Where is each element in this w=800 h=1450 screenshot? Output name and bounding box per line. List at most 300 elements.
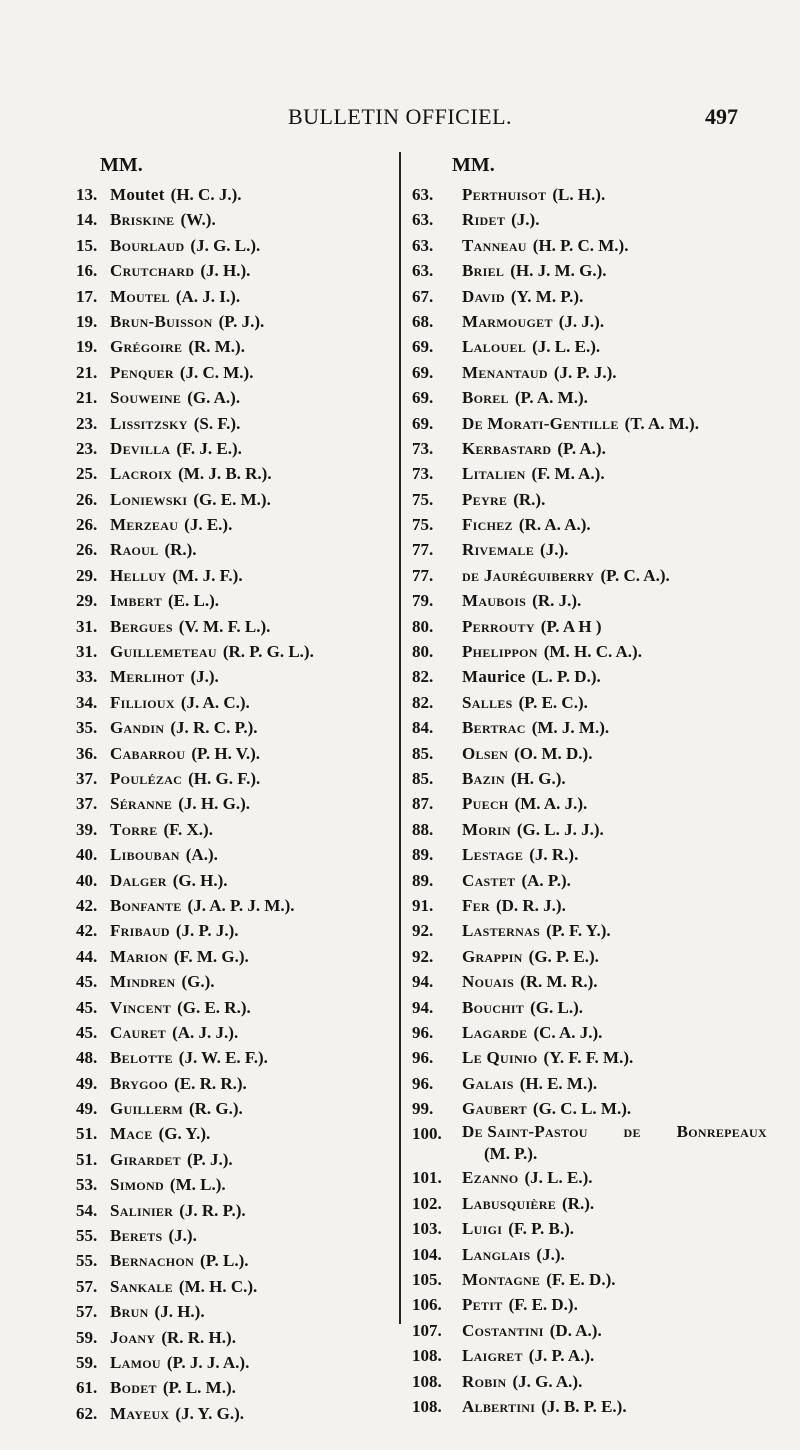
list-item (412, 1292, 772, 1317)
rank-number: 85. (412, 743, 434, 763)
surname: Berets (110, 1226, 163, 1246)
initials: (J. L. E.). (532, 337, 601, 357)
rank-number: 55. (76, 1226, 98, 1246)
list-item (412, 385, 772, 410)
surname: David (462, 286, 505, 306)
initials: (J. A. C.). (180, 692, 250, 712)
rank-number: 25. (76, 464, 98, 484)
surname: Olsen (462, 743, 509, 763)
surname: Grappin (462, 946, 523, 966)
surname: Belotte (110, 1048, 173, 1068)
initials: (F. M. A.). (531, 464, 605, 484)
list-item (76, 360, 391, 385)
rank-number: 104. (412, 1244, 442, 1264)
surname: Langlais (462, 1244, 531, 1264)
list-item (76, 842, 391, 867)
initials: (M. J. F.). (172, 565, 243, 585)
rank-number: 99. (412, 1099, 434, 1119)
initials: (R. M.). (188, 337, 245, 357)
rank-number: 82. (412, 667, 434, 687)
list-item (76, 385, 391, 410)
rank-number: 92. (412, 921, 434, 941)
surname: Maurice (462, 667, 526, 687)
initials: (T. A. M.). (624, 413, 699, 433)
list-item (76, 487, 391, 512)
surname: Perthuisot (462, 185, 547, 204)
list-item (412, 1318, 772, 1343)
surname: Mayeux (110, 1403, 170, 1423)
surname: Grégoire (110, 337, 183, 357)
list-item (76, 664, 391, 689)
initials: (F. E. D.). (508, 1295, 578, 1315)
initials: (F. M. G.). (173, 946, 249, 966)
initials: (M. L.). (169, 1175, 226, 1195)
list-item (412, 918, 772, 943)
list-item (412, 1394, 772, 1419)
list-item (412, 614, 772, 639)
rank-number: 29. (76, 565, 98, 585)
initials: (J. P. A.). (528, 1346, 595, 1366)
list-item (76, 639, 391, 664)
rank-number: 106. (412, 1295, 442, 1315)
list-item (412, 1267, 772, 1292)
initials: (P. H. V.). (191, 743, 261, 763)
list-item (412, 588, 772, 613)
rank-number: 51. (76, 1149, 98, 1169)
rank-number: 80. (412, 642, 434, 662)
initials: (J. R.). (529, 845, 579, 865)
surname: Crutchard (110, 261, 195, 281)
rank-number: 103. (412, 1219, 442, 1239)
surname: Lestage (462, 845, 524, 865)
surname: Albertini (462, 1396, 536, 1416)
surname: Montagne (462, 1270, 541, 1290)
list-item (412, 563, 772, 588)
rank-number: 17. (76, 286, 98, 306)
list-item (412, 1071, 772, 1096)
initials: (H. G.). (510, 768, 566, 788)
surname: Bodet (110, 1378, 157, 1398)
surname: De Morati-Gentille (462, 413, 619, 433)
rank-number: 100. (412, 1124, 442, 1144)
surname: Fillioux (110, 692, 175, 712)
list-item (412, 893, 772, 918)
list-item (76, 182, 391, 207)
rank-number: 54. (76, 1200, 98, 1220)
surname: Menantaud (462, 362, 548, 382)
name-list (412, 182, 772, 1419)
rank-number: 79. (412, 591, 434, 611)
rank-number: 33. (76, 667, 98, 687)
list-item (76, 1147, 391, 1172)
rank-number: 96. (412, 1022, 434, 1042)
rank-number: 31. (76, 642, 98, 662)
initials: (A. P.). (521, 870, 571, 890)
rank-number: 21. (76, 362, 98, 382)
initials: (F. P. B.). (508, 1219, 574, 1239)
rank-number: 75. (412, 515, 434, 535)
initials: (L. P. D.). (531, 667, 601, 687)
list-item (412, 1096, 772, 1121)
list-item (76, 1350, 391, 1375)
rank-number: 40. (76, 845, 98, 865)
list-item (412, 1165, 772, 1190)
surname: Lissitzsky (110, 413, 188, 433)
surname: Brun (110, 1302, 149, 1322)
surname: Brun-Buisson (110, 311, 213, 331)
right-column (412, 148, 772, 1419)
initials: (O. M. D.). (514, 743, 593, 763)
rank-number: 63. (412, 210, 434, 230)
initials: (A.). (185, 845, 218, 865)
surname: Gandin (110, 718, 165, 738)
initials: (P. C. A.). (600, 565, 670, 585)
rank-number: 94. (412, 997, 434, 1017)
surname: Cauret (110, 1022, 167, 1042)
surname: Borel (462, 388, 509, 408)
rank-number: 59. (76, 1352, 98, 1372)
surname: Guillerm (110, 1099, 183, 1119)
list-item (76, 1401, 391, 1426)
surname: de Jauréguiberry (462, 565, 595, 585)
initials: (R.). (513, 489, 546, 509)
surname: Brygoo (110, 1073, 169, 1093)
list-item (412, 1020, 772, 1045)
initials: (E. R. R.). (174, 1073, 247, 1093)
name-list (76, 182, 391, 1426)
surname: Raoul (110, 540, 159, 560)
rank-number: 68. (412, 311, 434, 331)
rank-number: 45. (76, 972, 98, 992)
initials: (E. L.). (168, 591, 219, 611)
list-item (412, 411, 772, 436)
surname: Bergues (110, 616, 173, 636)
list-item (412, 995, 772, 1020)
surname: Girardet (110, 1149, 181, 1169)
rank-number: 102. (412, 1193, 442, 1213)
surname: Nouais (462, 972, 515, 992)
rank-number: 63. (412, 261, 434, 281)
surname: Lasternas (462, 921, 541, 941)
list-item (412, 690, 772, 715)
surname: Fribaud (110, 921, 170, 941)
list-item (412, 309, 772, 334)
list-item (76, 944, 391, 969)
surname: Lalouel (462, 337, 527, 357)
rank-number: 61. (76, 1378, 98, 1398)
initials: (J. Y. G.). (175, 1403, 245, 1423)
rank-number: 44. (76, 946, 98, 966)
list-item (76, 411, 391, 436)
list-item (412, 766, 772, 791)
rank-number: 35. (76, 718, 98, 738)
list-item (76, 1172, 391, 1197)
list-item (412, 715, 772, 740)
rank-number: 96. (412, 1048, 434, 1068)
rank-number: 69. (412, 388, 434, 408)
surname: Salles (462, 692, 513, 712)
initials: (P. L.). (200, 1251, 249, 1271)
surname: Tanneau (462, 235, 527, 255)
rank-number: 36. (76, 743, 98, 763)
list-item (76, 1299, 391, 1324)
initials: (R. J.). (532, 591, 582, 611)
initials: (M. H. C. A.). (543, 642, 642, 662)
list-item (76, 817, 391, 842)
list-item (412, 1045, 772, 1070)
list-item (412, 817, 772, 842)
initials: (P. A.). (557, 438, 606, 458)
rank-number: 14. (76, 210, 98, 230)
surname: Moutet (110, 185, 165, 204)
initials: (G. L. J. J.). (516, 819, 604, 839)
surname-part: De Saint-Pastou (462, 1122, 588, 1142)
list-item (412, 791, 772, 816)
surname: Marmouget (462, 311, 553, 331)
surname: Puech (462, 794, 509, 814)
initials: (A. J. J.). (172, 1022, 239, 1042)
surname: Peyre (462, 489, 508, 509)
surname-part: de (623, 1122, 641, 1142)
surname: Libouban (110, 845, 180, 865)
list-item (412, 258, 772, 283)
list-item (76, 233, 391, 258)
surname: Moutel (110, 286, 170, 306)
initials: (P. L. M.). (162, 1378, 236, 1398)
initials: (P. A H ) (540, 616, 602, 636)
initials: (J. R. P.). (179, 1200, 246, 1220)
list-item (76, 258, 391, 283)
surname: Galais (462, 1073, 514, 1093)
initials: (J. L. E.). (524, 1168, 593, 1188)
surname: Joany (110, 1327, 156, 1347)
surname: Merzeau (110, 515, 179, 535)
list-item (76, 461, 391, 486)
list-item (412, 868, 772, 893)
initials: (R. G.). (188, 1099, 243, 1119)
initials: (H. C. J.). (170, 185, 242, 204)
surname: Merlihot (110, 667, 185, 687)
rank-number: 13. (76, 185, 98, 204)
surname: Castet (462, 870, 516, 890)
rank-number: 92. (412, 946, 434, 966)
rank-number: 45. (76, 1022, 98, 1042)
rank-number: 105. (412, 1270, 442, 1290)
initials: (H. J. M. G.). (510, 261, 607, 281)
list-item (412, 284, 772, 309)
initials: (J. A. P. J. M.). (187, 895, 295, 915)
rank-number: 45. (76, 997, 98, 1017)
rank-number: 73. (412, 438, 434, 458)
rank-number: 26. (76, 515, 98, 535)
column-heading: MM. (452, 154, 495, 176)
initials: (R.). (164, 540, 197, 560)
rank-number: 107. (412, 1320, 442, 1340)
surname: Mindren (110, 972, 176, 992)
list-item (76, 918, 391, 943)
list-item (76, 741, 391, 766)
surname: Simond (110, 1175, 164, 1195)
list-item (412, 1369, 772, 1394)
list-item (76, 1223, 391, 1248)
initials: (P. A. M.). (514, 388, 588, 408)
initials: (M. A. J.). (514, 794, 588, 814)
initials: (P. E. C.). (518, 692, 588, 712)
list-item (76, 690, 391, 715)
initials: (G. E. M.). (193, 489, 271, 509)
initials: (P. J.). (186, 1149, 233, 1169)
rank-number: 69. (412, 337, 434, 357)
rank-number: 37. (76, 794, 98, 814)
rank-number: 37. (76, 768, 98, 788)
list-item (76, 284, 391, 309)
list-item (76, 207, 391, 232)
surname: Costantini (462, 1320, 544, 1340)
list-item (412, 1216, 772, 1241)
list-item (76, 563, 391, 588)
rank-number: 57. (76, 1302, 98, 1322)
surname-part: Bonrepeaux (676, 1122, 767, 1142)
list-item (412, 741, 772, 766)
list-item (412, 1121, 772, 1165)
surname: Vincent (110, 997, 172, 1017)
rank-number: 89. (412, 845, 434, 865)
surname: Sankale (110, 1276, 173, 1296)
initials: (J. C. M.). (179, 362, 254, 382)
initials: (J. H.). (154, 1302, 205, 1322)
surname: Robin (462, 1371, 507, 1391)
surname: Bazin (462, 768, 505, 788)
list-item (412, 360, 772, 385)
rank-number: 108. (412, 1371, 442, 1391)
surname: Petit (462, 1295, 503, 1315)
surname: Lamou (110, 1352, 161, 1372)
initials: (R. P. G. L.). (222, 642, 314, 662)
rank-number: 73. (412, 464, 434, 484)
initials: (Y. F. F. M.). (543, 1048, 634, 1068)
list-item (76, 1325, 391, 1350)
rank-number: 91. (412, 895, 434, 915)
surname: Lacroix (110, 464, 173, 484)
surname: Rivemale (462, 540, 535, 560)
surname: Labusquière (462, 1193, 556, 1213)
surname: Cabarrou (110, 743, 186, 763)
initials: (G.). (181, 972, 215, 992)
initials: (H. P. C. M.). (532, 235, 629, 255)
rank-number: 29. (76, 591, 98, 611)
list-item (76, 715, 391, 740)
surname: Séranne (110, 794, 173, 814)
surname: Morin (462, 819, 511, 839)
surname: Bertrac (462, 718, 526, 738)
surname: Marion (110, 946, 168, 966)
list-item (76, 995, 391, 1020)
surname: Dalger (110, 870, 167, 890)
rank-number: 87. (412, 794, 434, 814)
rank-number: 34. (76, 692, 98, 712)
initials: (G. A.). (187, 388, 241, 408)
name-line-1 (462, 1121, 767, 1143)
rank-number: 55. (76, 1251, 98, 1271)
surname: Ezanno (462, 1168, 519, 1188)
initials: (J.). (190, 667, 219, 687)
rank-number: 31. (76, 616, 98, 636)
rank-number: 26. (76, 489, 98, 509)
left-column (76, 148, 391, 1426)
list-item (412, 842, 772, 867)
initials: (F. E. D.). (546, 1270, 616, 1290)
list-item (412, 1343, 772, 1368)
list-item (76, 1020, 391, 1045)
list-item (412, 207, 772, 232)
initials: (P. F. Y.). (546, 921, 611, 941)
initials: (J. E.). (184, 515, 233, 535)
list-item (412, 1242, 772, 1267)
initials: (L. H.). (552, 185, 606, 204)
rank-number: 42. (76, 895, 98, 915)
initials: (J. B. P. E.). (541, 1396, 627, 1416)
surname: Devilla (110, 438, 171, 458)
initials: (P. J. J. A.). (166, 1352, 250, 1372)
initials: (R. A. A.). (518, 515, 591, 535)
surname: Fer (462, 895, 490, 915)
list-item (412, 461, 772, 486)
list-item (412, 944, 772, 969)
rank-number: 40. (76, 870, 98, 890)
rank-number: 108. (412, 1396, 442, 1416)
rank-number: 77. (412, 540, 434, 560)
initials: (G. H.). (172, 870, 228, 890)
rank-number: 69. (412, 362, 434, 382)
surname: Briel (462, 261, 505, 281)
initials: (R. M. R.). (520, 972, 598, 992)
initials: (F. X.). (163, 819, 213, 839)
list-item (412, 487, 772, 512)
initials: (J. R. C. P.). (170, 718, 258, 738)
rank-number: 69. (412, 413, 434, 433)
rank-number: 82. (412, 692, 434, 712)
rank-number: 80. (412, 616, 434, 636)
list-item (76, 588, 391, 613)
initials: (W.). (180, 210, 216, 230)
surname: Fichez (462, 515, 513, 535)
rank-number: 49. (76, 1099, 98, 1119)
rank-number: 53. (76, 1175, 98, 1195)
list-item (76, 969, 391, 994)
rank-number: 85. (412, 768, 434, 788)
rank-number: 75. (412, 489, 434, 509)
initials: (V. M. F. L.). (178, 616, 271, 636)
rank-number: 101. (412, 1168, 442, 1188)
initials: (A. J. I.). (175, 286, 241, 306)
list-item (76, 1248, 391, 1273)
column-heading: MM. (100, 154, 143, 176)
initials: (M. J. M.). (531, 718, 610, 738)
initials: (D. A.). (549, 1320, 602, 1340)
initials: (J. G. L.). (190, 235, 261, 255)
rank-number: 63. (412, 235, 434, 255)
list-item (412, 969, 772, 994)
surname: Mace (110, 1124, 153, 1144)
list-item (76, 868, 391, 893)
initials: (M. H. C.). (178, 1276, 258, 1296)
initials: (P. J.). (218, 311, 265, 331)
surname: Torre (110, 819, 158, 839)
rank-number: 49. (76, 1073, 98, 1093)
initials: (D. R. J.). (495, 895, 566, 915)
list-item (412, 639, 772, 664)
initials: (R.). (562, 1193, 595, 1213)
